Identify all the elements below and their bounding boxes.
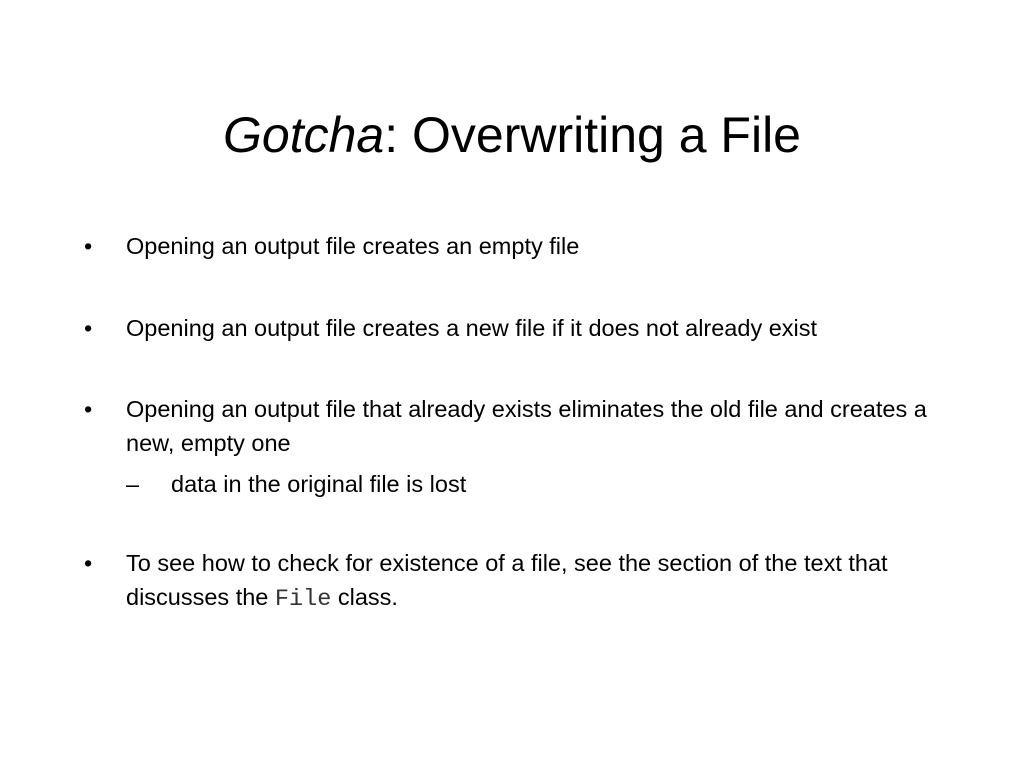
bullet-dot: •	[84, 550, 93, 576]
bullet-text: Opening an output file creates an empty file	[126, 233, 580, 259]
bullet-text: Opening an output file that already exists eliminates the old file and creates a new, empty one	[126, 396, 927, 456]
bullet-dot: •	[84, 396, 93, 422]
sub-bullet-text: data in the original file is lost	[171, 471, 467, 497]
sub-bullet-dash: –	[126, 471, 140, 497]
sub-bullet-item	[126, 467, 944, 501]
bullet-list	[84, 229, 944, 617]
bullet-dot: •	[84, 315, 93, 341]
slide-title	[0, 100, 1024, 170]
slide-title-italic: Gotcha	[223, 107, 385, 163]
bullet-text	[126, 550, 888, 613]
code-class-name: File	[274, 586, 332, 613]
bullet-text-after: class.	[331, 584, 398, 610]
slide-title-rest: : Overwriting a File	[384, 107, 801, 163]
bullet-item	[84, 546, 944, 617]
bullet-dot: •	[84, 233, 93, 259]
bullet-text-before: To see how to check for existence of a file, see the section of the text that discusses the	[126, 550, 888, 610]
bullet-item	[84, 311, 944, 345]
bullet-item	[84, 229, 944, 263]
bullet-text: Opening an output file creates a new file if it does not already exist	[126, 315, 818, 341]
bullet-item	[84, 392, 944, 460]
